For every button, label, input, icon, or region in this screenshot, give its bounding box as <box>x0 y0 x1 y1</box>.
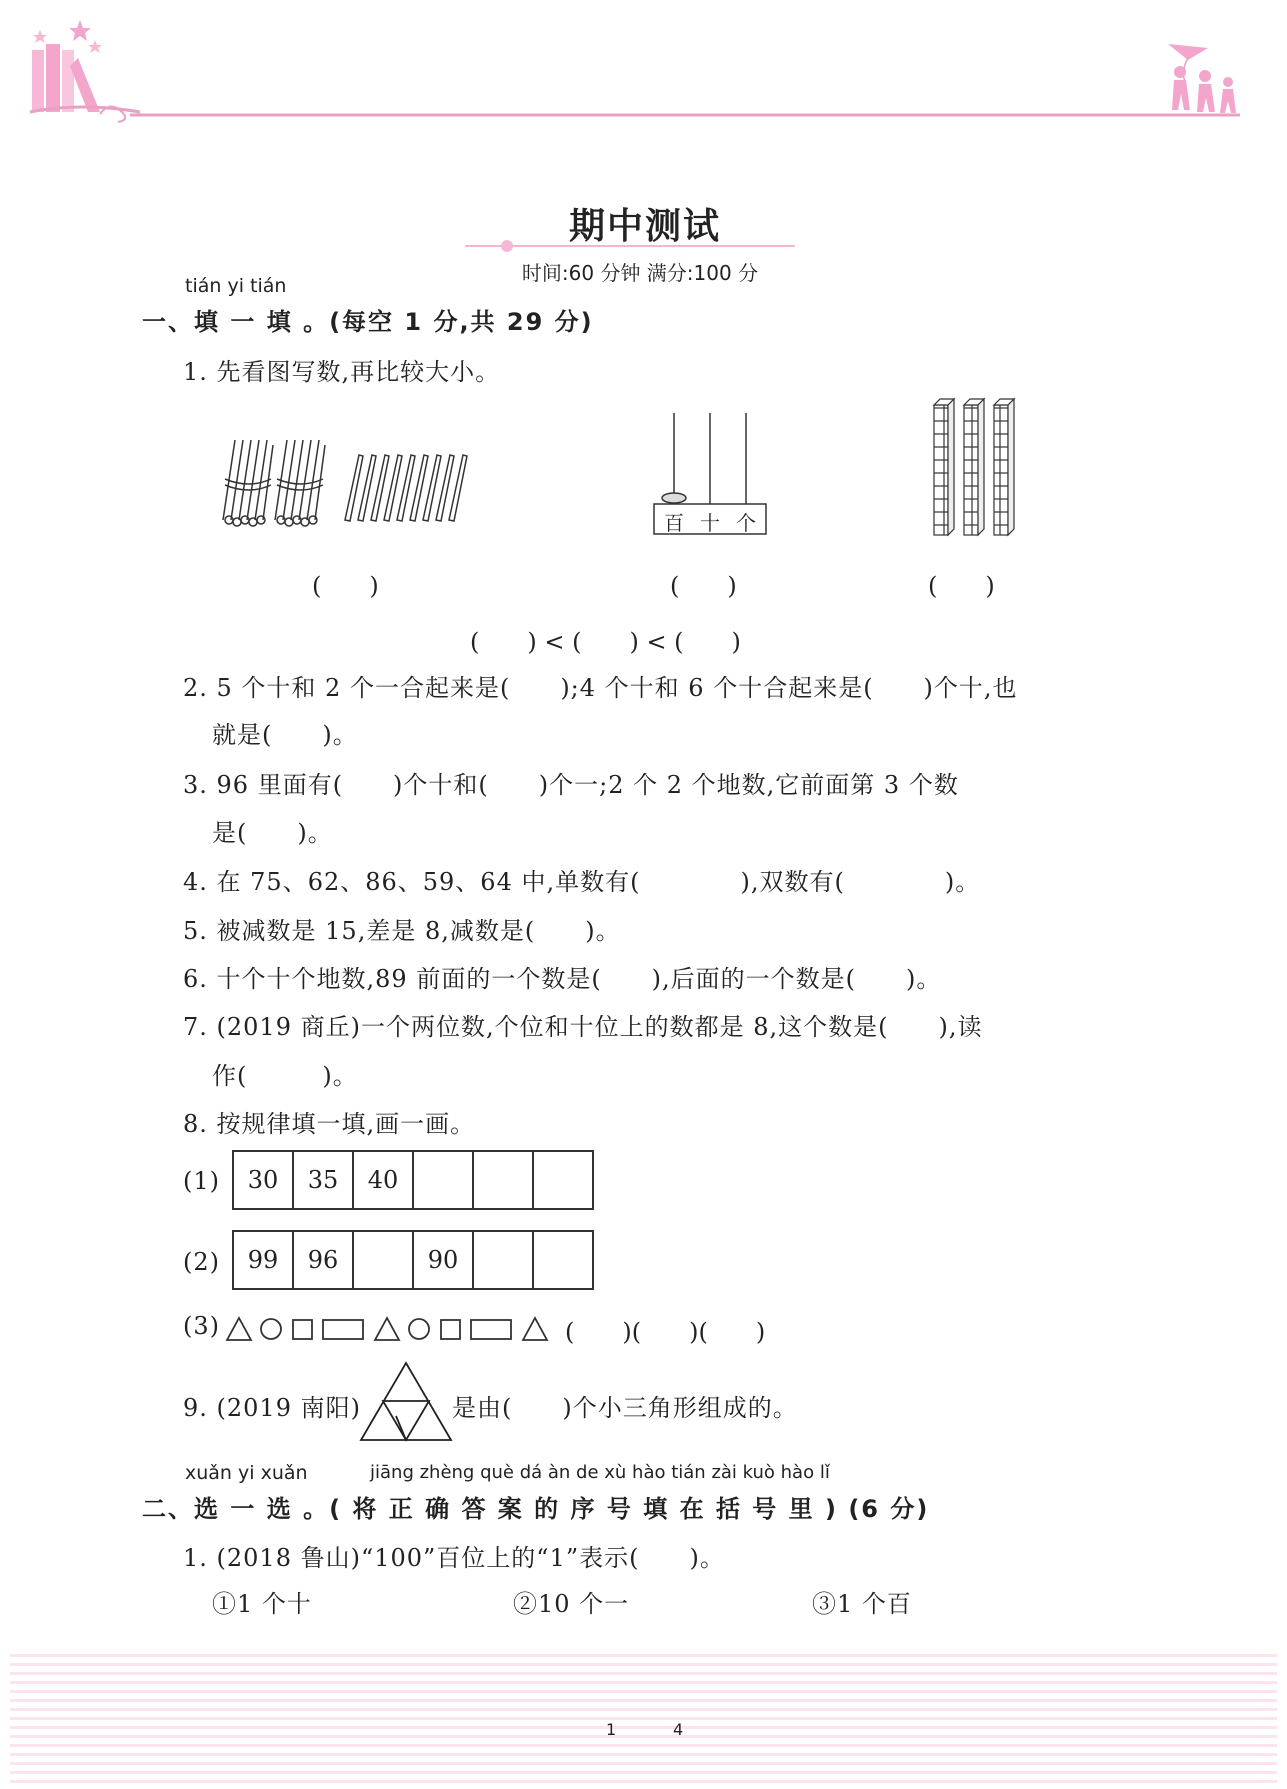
header-decoration <box>0 0 1287 140</box>
circle-icon <box>409 1319 429 1339</box>
grid1-cell-blank[interactable] <box>474 1152 534 1208</box>
children-kite-icon <box>1168 44 1236 113</box>
option-3[interactable]: ③1 个百 <box>812 1590 912 1618</box>
section2-pinyin: xuǎn yi xuǎn <box>185 1462 308 1484</box>
question-5: 5. 被减数是 15,差是 8,减数是( )。 <box>183 917 621 945</box>
question-2: 2. 5 个十和 2 个一合起来是( );4 个十和 6 个十合起来是( )个十,也 <box>183 674 1018 702</box>
answer-blank-abacus[interactable]: ( ) <box>670 572 737 600</box>
book-logo-icon <box>30 20 140 122</box>
triangle-icon <box>375 1318 399 1340</box>
answer-blank-sticks[interactable]: ( ) <box>312 572 379 600</box>
question-6: 6. 十个十个地数,89 前面的一个数是( ),后面的一个数是( )。 <box>183 965 942 993</box>
question-8: 8. 按规律填一填,画一画。 <box>183 1110 476 1138</box>
question-2-cont: 就是( )。 <box>212 721 358 749</box>
shape-pattern <box>225 1312 565 1344</box>
grid2-cell-blank[interactable] <box>474 1232 534 1288</box>
footer-stripes <box>10 1654 1277 1789</box>
section1-title: 一、填 一 填 。(每空 1 分,共 29 分) <box>142 308 594 336</box>
abacus-label-tens: 十 <box>700 511 720 535</box>
grid1-cell-blank[interactable] <box>534 1152 592 1208</box>
grid2-cell-blank[interactable] <box>534 1232 592 1288</box>
triangle-icon <box>523 1318 547 1340</box>
abacus-label-hundreds: 百 <box>664 511 684 535</box>
shape-answer-blanks[interactable]: ( )( )( ) <box>565 1318 766 1346</box>
question-9-cont: 是由( )个小三角形组成的。 <box>452 1394 798 1422</box>
title-underline <box>465 238 795 254</box>
page-number-left: 1 <box>606 1720 617 1739</box>
cube-columns-icon <box>930 395 1030 540</box>
question-8-2-label: (2) <box>183 1248 220 1276</box>
compare-blanks[interactable]: ( ) < ( ) < ( ) <box>470 628 741 656</box>
abacus-label-ones: 个 <box>736 511 756 535</box>
section2-question-1: 1. (2018 鲁山)“100”百位上的“1”表示( )。 <box>183 1544 725 1572</box>
grid2-cell: 99 <box>234 1232 294 1288</box>
square-icon <box>293 1320 312 1339</box>
option-1[interactable]: ①1 个十 <box>212 1590 312 1618</box>
question-4: 4. 在 75、62、86、59、64 中,单数有( ),双数有( )。 <box>183 868 981 896</box>
grid2-cell: 96 <box>294 1232 354 1288</box>
question-3: 3. 96 里面有( )个十和( )个一;2 个 2 个地数,它前面第 3 个数 <box>183 771 959 799</box>
square-icon <box>441 1320 460 1339</box>
question-7-cont: 作( )。 <box>212 1062 358 1090</box>
section1-pinyin: tián yi tián <box>185 275 287 297</box>
circle-icon <box>261 1319 281 1339</box>
answer-blank-cubes[interactable]: ( ) <box>928 572 995 600</box>
section2-pinyin-2: jiāng zhèng què dá àn de xù hào tián zài kuò hào lǐ <box>370 1462 830 1483</box>
grid1-cell: 30 <box>234 1152 294 1208</box>
page-number-right: 4 <box>673 1720 684 1739</box>
sticks-bundle-icon <box>215 425 495 530</box>
question-1: 1. 先看图写数,再比较大小。 <box>183 358 501 386</box>
question-8-3-label: (3) <box>183 1312 220 1340</box>
grid2-cell-blank[interactable] <box>354 1232 414 1288</box>
question-8-1-label: (1) <box>183 1167 220 1195</box>
option-2[interactable]: ②10 个一 <box>513 1590 630 1618</box>
section2-title: 二、选 一 选 。( 将 正 确 答 案 的 序 号 填 在 括 号 里 ) (6 分) <box>142 1495 930 1523</box>
rectangle-icon <box>471 1320 511 1339</box>
grid1-cell-blank[interactable] <box>414 1152 474 1208</box>
page-title: 期中测试 <box>568 205 721 247</box>
grid1-cell: 35 <box>294 1152 354 1208</box>
rectangle-icon <box>323 1320 363 1339</box>
triangle-icon <box>227 1318 251 1340</box>
subtitle: 时间:60 分钟 满分:100 分 <box>521 261 759 285</box>
question-7: 7. (2019 商丘)一个两位数,个位和十位上的数都是 8,这个数是( ),读 <box>183 1013 983 1041</box>
question-3-cont: 是( )。 <box>212 819 333 847</box>
sequence-grid-2 <box>232 1230 594 1290</box>
sequence-grid-1 <box>232 1150 594 1210</box>
question-9: 9. (2019 南阳) <box>183 1394 361 1422</box>
grid1-cell: 40 <box>354 1152 414 1208</box>
triangle-figure-icon <box>358 1360 454 1442</box>
grid2-cell: 90 <box>414 1232 474 1288</box>
